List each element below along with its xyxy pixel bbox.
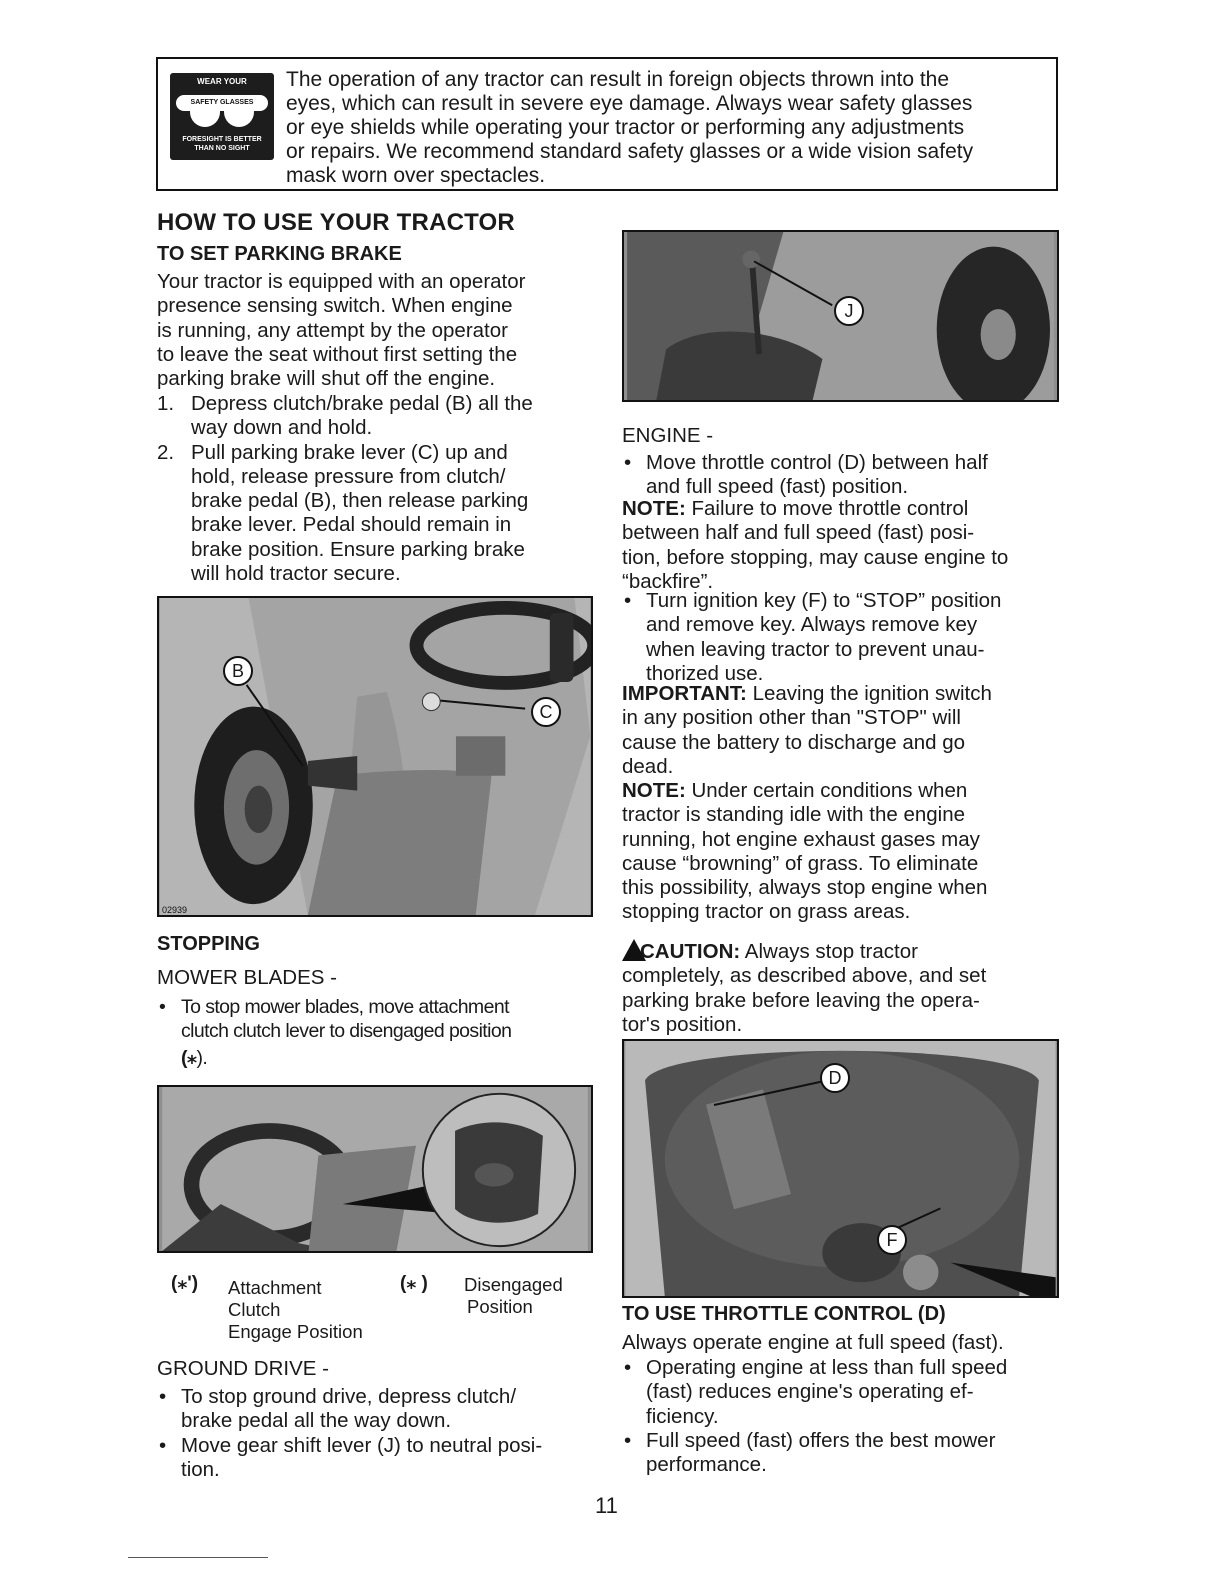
list-item: • Move throttle control (D) between half and full speed (fast) position. [622, 451, 1067, 500]
text-line: cause the battery to discharge and go [622, 730, 966, 754]
text-line: running, hot engine exhaust gases may [622, 827, 980, 851]
text-line: Your tractor is equipped with an operator [157, 270, 526, 293]
parking-steps [157, 392, 587, 586]
safety-glasses-icon [170, 73, 274, 160]
badge-top-text: WEAR YOUR [197, 77, 247, 86]
text-line: thorized use. [646, 661, 764, 685]
text-line: and remove key. Always remove key [646, 613, 978, 637]
text-line: stopping tractor on grass areas. [622, 900, 911, 924]
text-line: Turn ignition key (F) to “STOP” position [646, 589, 1002, 612]
text-line: brake pedal (B), then release parking [191, 489, 529, 513]
parking-intro [157, 270, 587, 391]
text-line: Move gear shift lever (J) to neutral posi- [181, 1433, 543, 1457]
text-line: tion, before stopping, may cause engine to [622, 545, 1009, 569]
text-line: brake position. Ensure parking brake [191, 537, 525, 561]
text-line: ). [196, 1046, 208, 1069]
text-line: Attachment [228, 1277, 322, 1298]
page-number: 11 [595, 1493, 618, 1518]
ground-drive-bullets [157, 1385, 602, 1482]
text-line: Clutch [228, 1299, 281, 1320]
list-item: • To stop ground drive, depress clutch/ brake pedal all the way down. [157, 1385, 602, 1434]
text-line: is running, any attempt by the operator [157, 318, 508, 342]
list-item: • Turn ignition key (F) to “STOP” position and remove key. Always remove key when leaving tractor to prevent unau- thorized use. [622, 589, 1067, 686]
text-line: and full speed (fast) position. [646, 475, 909, 499]
text-line: ficiency. [646, 1404, 719, 1428]
mower-blades-heading: MOWER BLADES - [157, 966, 337, 989]
engage-legend [228, 1277, 363, 1343]
photo-code: 02939 [162, 905, 188, 915]
note-2 [622, 779, 1067, 925]
text-line: Engage Position [228, 1321, 363, 1342]
text-line: performance. [646, 1453, 767, 1477]
text-line: Move throttle control (D) between half [646, 451, 988, 474]
text-line: clutch clutch lever to disengaged position [181, 1020, 512, 1043]
disengaged-legend-icon: (⁎ ) [400, 1273, 428, 1294]
text-line: (fast) reduces engine's operating ef- [646, 1380, 974, 1404]
disengaged-legend [464, 1274, 563, 1318]
caution-note [622, 936, 1067, 1037]
stopping-heading: STOPPING [157, 933, 260, 955]
callout-j: J [834, 296, 864, 326]
text-line: Leaving the ignition switch [746, 682, 992, 705]
callout-f: F [877, 1225, 907, 1255]
section-title: HOW TO USE YOUR TRACTOR [157, 209, 515, 236]
safety-line: eyes, which can result in severe eye damage. Always wear safety glasses [286, 92, 973, 115]
text-line: Depress clutch/brake pedal (B) all the [191, 392, 533, 415]
list-item: • To stop mower blades, move attachment clutch clutch lever to disengaged position (⁎). [157, 995, 597, 1070]
text-line: Failure to move throttle control [685, 497, 969, 520]
text-line: brake lever. Pedal should remain in [191, 513, 512, 537]
attachment-clutch-photo [157, 1085, 593, 1253]
text-line: Pull parking brake lever (C) up and [191, 440, 508, 464]
text-line: cause “browning” of grass. To eliminate [622, 851, 979, 875]
parking-brake-heading: TO SET PARKING BRAKE [157, 243, 402, 265]
mower-bullet [157, 995, 597, 1070]
note-label: NOTE: [622, 497, 686, 520]
footer-rule [128, 1557, 268, 1558]
warning-triangle-icon [622, 939, 646, 961]
text-line: to leave the seat without first setting the [157, 342, 518, 366]
text-line: To stop ground drive, depress clutch/ [181, 1385, 517, 1408]
note-label: NOTE: [622, 779, 686, 802]
text-line: tor's position. [622, 1012, 743, 1036]
text-line: Full speed (fast) offers the best mower [646, 1428, 996, 1452]
text-line: presence sensing switch. When engine [157, 294, 513, 318]
text-line: completely, as described above, and set [622, 964, 987, 988]
text-line: To stop mower blades, move attachment [181, 996, 509, 1018]
list-item: • Move gear shift lever (J) to neutral posi- tion. [157, 1434, 602, 1483]
text-line: when leaving tractor to prevent unau- [646, 637, 985, 661]
engage-symbol-icon: (⁎ʹ) [171, 1273, 199, 1294]
important-note [622, 682, 1067, 779]
important-label: IMPORTANT: [622, 682, 747, 705]
badge-band-text: SAFETY GLASSES [190, 99, 254, 106]
text-line: will hold tractor secure. [191, 562, 401, 586]
text-line: tractor is standing idle with the engine [622, 803, 966, 827]
badge-bottom-text-1: FORESIGHT IS BETTER [182, 136, 262, 143]
gear-shift-photo [622, 230, 1059, 402]
text-line: hold, release pressure from clutch/ [191, 464, 506, 488]
badge-bottom-text-2: THAN NO SIGHT [194, 145, 250, 152]
disengaged-symbol-line [181, 1046, 597, 1070]
list-item: • Full speed (fast) offers the best mower performance. [622, 1429, 1067, 1478]
text-line: dead. [622, 754, 674, 778]
clutch-lever-illustration [159, 1087, 591, 1251]
engine-bullet-2 [622, 589, 1067, 686]
list-item: • Operating engine at less than full speed (fast) reduces engine's operating ef- ficiency. [622, 1356, 1067, 1429]
text-line: Disengaged [464, 1274, 563, 1295]
safety-line: or eye shields while operating your tractor or performing any adjustments [286, 116, 965, 139]
note-1 [622, 497, 1067, 594]
parking-brake-photo [157, 596, 593, 917]
ground-drive-heading: GROUND DRIVE - [157, 1357, 329, 1380]
list-item [157, 392, 587, 441]
callout-c: C [531, 697, 561, 727]
text-line: between half and full speed (fast) posi- [622, 521, 975, 545]
step-number: 1. [157, 392, 175, 415]
text-line: Under certain conditions when [685, 779, 968, 802]
callout-b: B [223, 656, 253, 686]
text-line: Operating engine at less than full speed [646, 1356, 1008, 1379]
safety-line: mask worn over spectacles. [286, 164, 546, 187]
text-line: way down and hold. [191, 416, 373, 440]
text-line: Always stop tractor [740, 940, 918, 963]
engine-heading: ENGINE - [622, 424, 714, 447]
text-line: brake pedal all the way down. [181, 1409, 452, 1433]
caution-label: CAUTION: [640, 940, 741, 963]
step-number: 2. [157, 440, 175, 464]
text-line: tion. [181, 1457, 220, 1481]
engine-bullet-1 [622, 451, 1067, 500]
tractor-photo-illustration [159, 598, 591, 915]
text-line: parking brake will shut off the engine. [157, 367, 496, 391]
safety-warning-text [286, 68, 1056, 188]
throttle-intro: Always operate engine at full speed (fast). [622, 1331, 1004, 1354]
throttle-bullets [622, 1356, 1067, 1477]
text-line: in any position other than "STOP" will [622, 706, 961, 730]
throttle-heading: TO USE THROTTLE CONTROL (D) [622, 1303, 946, 1325]
text-line: Position [467, 1296, 533, 1317]
throttle-ignition-photo [622, 1039, 1059, 1298]
text-line: parking brake before leaving the opera- [622, 988, 980, 1012]
safety-line: or repairs. We recommend standard safety glasses or a wide vision safety [286, 140, 974, 163]
disengaged-symbol-icon: (⁎ [181, 1046, 197, 1069]
callout-d: D [820, 1063, 850, 1093]
safety-line: The operation of any tractor can result in foreign objects thrown into the [286, 68, 950, 91]
list-item [157, 441, 587, 587]
text-line: “backfire”. [622, 569, 714, 593]
text-line: this possibility, always stop engine when [622, 876, 988, 900]
